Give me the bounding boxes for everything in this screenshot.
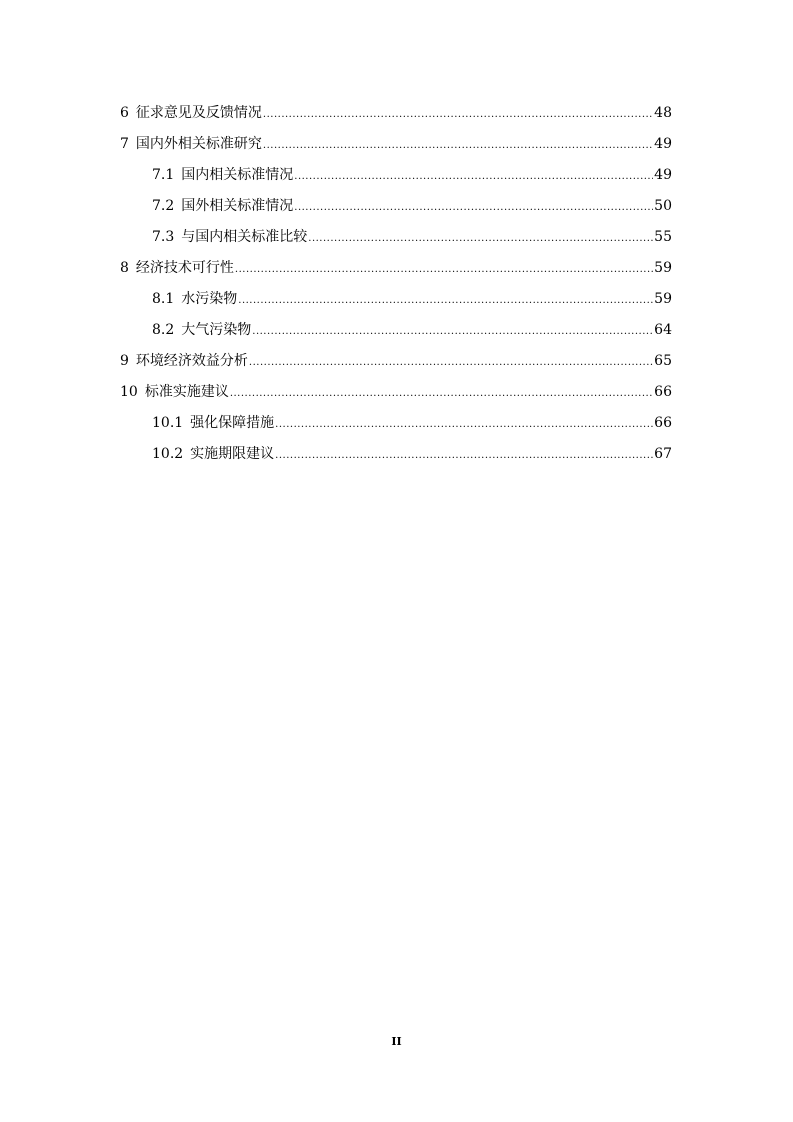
toc-entry-title: 环境经济效益分析 [135,353,248,369]
toc-entry-page: 66 [654,415,672,431]
page-number: II [391,1035,402,1048]
toc-entry-8[interactable] [120,253,672,284]
toc-dot-leader [294,192,653,223]
toc-entry-number: 8 [120,260,129,276]
toc-entry-number: 6 [120,105,129,121]
toc-entry-7[interactable] [120,129,672,160]
toc-entry-page: 49 [654,167,672,183]
toc-entry-title: 国外相关标准情况 [181,198,294,214]
toc-entry-number: 10 [120,384,138,400]
toc-entry-title: 征求意见及反馈情况 [135,105,262,121]
toc-dot-leader [238,285,653,316]
toc-entry-8-2[interactable] [120,315,672,346]
toc-entry-number: 7 [120,136,129,152]
toc-entry-9[interactable] [120,346,672,377]
toc-entry-page: 48 [654,105,672,121]
toc-entry-title: 国内外相关标准研究 [135,136,262,152]
toc-entry-number: 7.3 [152,229,175,245]
toc-dot-leader [249,347,653,378]
toc-entry-page: 55 [654,229,672,245]
toc-entry-number: 7.2 [152,198,175,214]
toc-dot-leader [275,409,653,440]
toc-entry-title: 国内相关标准情况 [181,167,294,183]
toc-dot-leader [235,254,653,285]
toc-entry-page: 50 [654,198,672,214]
toc-dot-leader [275,440,653,471]
toc-entry-title: 大气污染物 [181,322,252,338]
toc-entry-page: 59 [654,260,672,276]
toc-entry-7-1[interactable] [120,160,672,191]
toc-dot-leader [308,223,653,254]
toc-entry-title: 与国内相关标准比较 [181,229,308,245]
toc-entry-8-1[interactable] [120,284,672,315]
toc-entry-number: 8.1 [152,291,175,307]
toc-entry-number: 10.1 [152,415,184,431]
toc-entry-page: 65 [654,353,672,369]
toc-dot-leader [252,316,653,347]
toc-entry-title: 强化保障措施 [190,415,275,431]
toc-entry-title: 水污染物 [181,291,238,307]
toc-entry-page: 64 [654,322,672,338]
toc-entry-10-1[interactable] [120,408,672,439]
toc-dot-leader [263,130,653,161]
toc-entry-number: 10.2 [152,446,184,462]
toc-entry-number: 7.1 [152,167,175,183]
toc-entry-10[interactable] [120,377,672,408]
table-of-contents [120,98,672,470]
toc-entry-title: 实施期限建议 [190,446,275,462]
toc-entry-page: 66 [654,384,672,400]
toc-entry-title: 标准实施建议 [144,384,229,400]
toc-entry-page: 67 [654,446,672,462]
toc-entry-page: 49 [654,136,672,152]
toc-dot-leader [263,99,653,130]
toc-entry-7-2[interactable] [120,191,672,222]
toc-entry-number: 8.2 [152,322,175,338]
toc-entry-6[interactable] [120,98,672,129]
toc-entry-title: 经济技术可行性 [135,260,234,276]
toc-entry-page: 59 [654,291,672,307]
toc-entry-number: 9 [120,353,129,369]
toc-entry-7-3[interactable] [120,222,672,253]
toc-entry-10-2[interactable] [120,439,672,470]
toc-dot-leader [294,161,653,192]
toc-dot-leader [230,378,653,409]
